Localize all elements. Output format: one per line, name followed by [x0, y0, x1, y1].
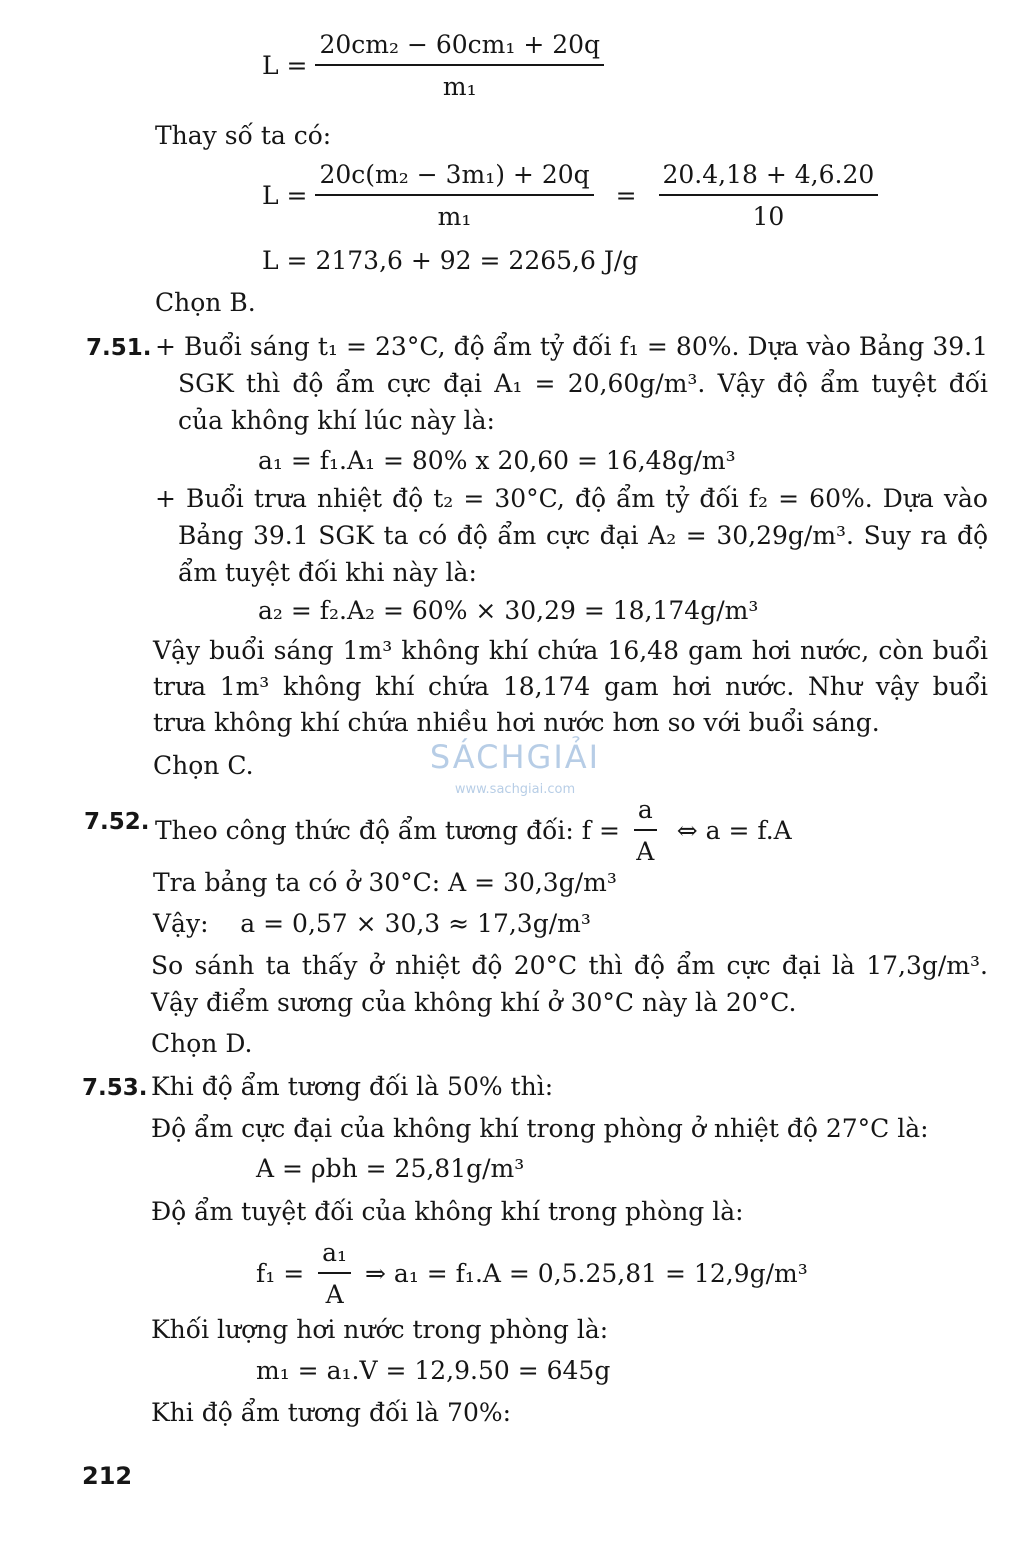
fraction: $\frac{\text{20cm₂ − 60cm₁ + 20q}}{\text{m₁}}$ — [315, 30, 604, 102]
text-line: ẩm tuyệt đối khi này là: — [178, 558, 477, 587]
fraction: $\frac{a}{A}$ — [634, 795, 657, 867]
formula-L-general: L = $\frac{\text{20cm₂ − 60cm₁ + 20q}}{\text{m₁}}$ — [262, 30, 604, 102]
text-line-with-fraction: Theo công thức độ ẩm tương đối: f = $\frac{a}{A}$ ⇔ a = f.A — [155, 795, 792, 866]
text-line: trưa không khí chứa nhiều hơi nước hơn so với buổi sáng. — [153, 708, 880, 737]
answer-label: Chọn C. — [153, 751, 254, 780]
equation: A = ρbh = 25,81g/m³ — [256, 1154, 525, 1183]
watermark: SÁCHGIẢI www.sachgiai.com — [429, 738, 601, 798]
text-line: Độ ẩm tuyệt đối của không khí trong phòng là: — [151, 1197, 744, 1226]
text-line: Vậy điểm sương của không khí ở 30°C này là 20°C. — [151, 988, 797, 1017]
fraction: $\frac{20.4,18 + 4,6.20}{10}$ — [659, 160, 879, 232]
equation: m₁ = a₁.V = 12,9.50 = 645g — [256, 1356, 611, 1385]
text-line: + Buổi sáng t₁ = 23°C, độ ẩm tỷ đối f₁ = 80%. Dựa vào Bảng 39.1 — [155, 332, 988, 361]
text-line: Tra bảng ta có ở 30°C: A = 30,3g/m³ — [153, 868, 617, 897]
text-line: Độ ẩm cực đại của không khí trong phòng ở nhiệt độ 27°C là: — [151, 1114, 929, 1143]
equation: a₂ = f₂.A₂ = 60% × 30,29 = 18,174g/m³ — [258, 596, 759, 625]
text-line: của không khí lúc này là: — [178, 406, 495, 435]
text-line: Vậy: a = 0,57 × 30,3 ≈ 17,3g/m³ — [153, 909, 591, 938]
problem-number: 7.51. — [86, 335, 152, 361]
problem-number: 7.52. — [84, 809, 150, 835]
problem-number: 7.53. — [82, 1075, 148, 1101]
text-line: So sánh ta thấy ở nhiệt độ 20°C thì độ ẩm cực đại là 17,3g/m³. — [151, 951, 988, 980]
text-line: Vậy buổi sáng 1m³ không khí chứa 16,48 gam hơi nước, còn buổi — [153, 636, 988, 665]
page-number: 212 — [82, 1462, 133, 1490]
fraction: $\frac{\text{20c(m₂ − 3m₁) + 20q}}{\text{m₁}}$ — [315, 160, 593, 232]
answer-label: Chọn D. — [151, 1029, 253, 1058]
formula-L-substituted: L = $\frac{\text{20c(m₂ − 3m₁) + 20q}}{\text{m₁}}$ = $\frac{20.4,18 + 4,6.20}{10}$ — [262, 160, 878, 232]
formula-result: L = 2173,6 + 92 = 2265,6 J/g — [262, 246, 639, 275]
text-line: + Buổi trưa nhiệt độ t₂ = 30°C, độ ẩm tỷ đối f₂ = 60%. Dựa vào — [155, 484, 988, 513]
text-line: SGK thì độ ẩm cực đại A₁ = 20,60g/m³. Vậy độ ẩm tuyệt đối — [178, 369, 988, 398]
formula-absolute-humidity: f₁ = $\frac{\text{a₁}}{A}$ ⇒ a₁ = f₁.A = 0,5.25,81 = 12,9g/m³ — [256, 1238, 808, 1309]
equation: a₁ = f₁.A₁ = 80% x 20,60 = 16,48g/m³ — [258, 446, 736, 475]
text-line: Khối lượng hơi nước trong phòng là: — [151, 1315, 609, 1344]
answer-label: Chọn B. — [155, 288, 256, 317]
text-line: trưa 1m³ không khí chứa 18,174 gam hơi nước. Như vậy buổi — [153, 672, 988, 701]
text-line: Thay số ta có: — [155, 121, 332, 150]
fraction: $\frac{\text{a₁}}{A}$ — [318, 1238, 351, 1310]
text-line: Khi độ ẩm tương đối là 70%: — [151, 1398, 512, 1427]
text-line: Bảng 39.1 SGK ta có độ ẩm cực đại A₂ = 30,29g/m³. Suy ra độ — [178, 521, 988, 550]
text-line: Khi độ ẩm tương đối là 50% thì: — [151, 1072, 554, 1101]
